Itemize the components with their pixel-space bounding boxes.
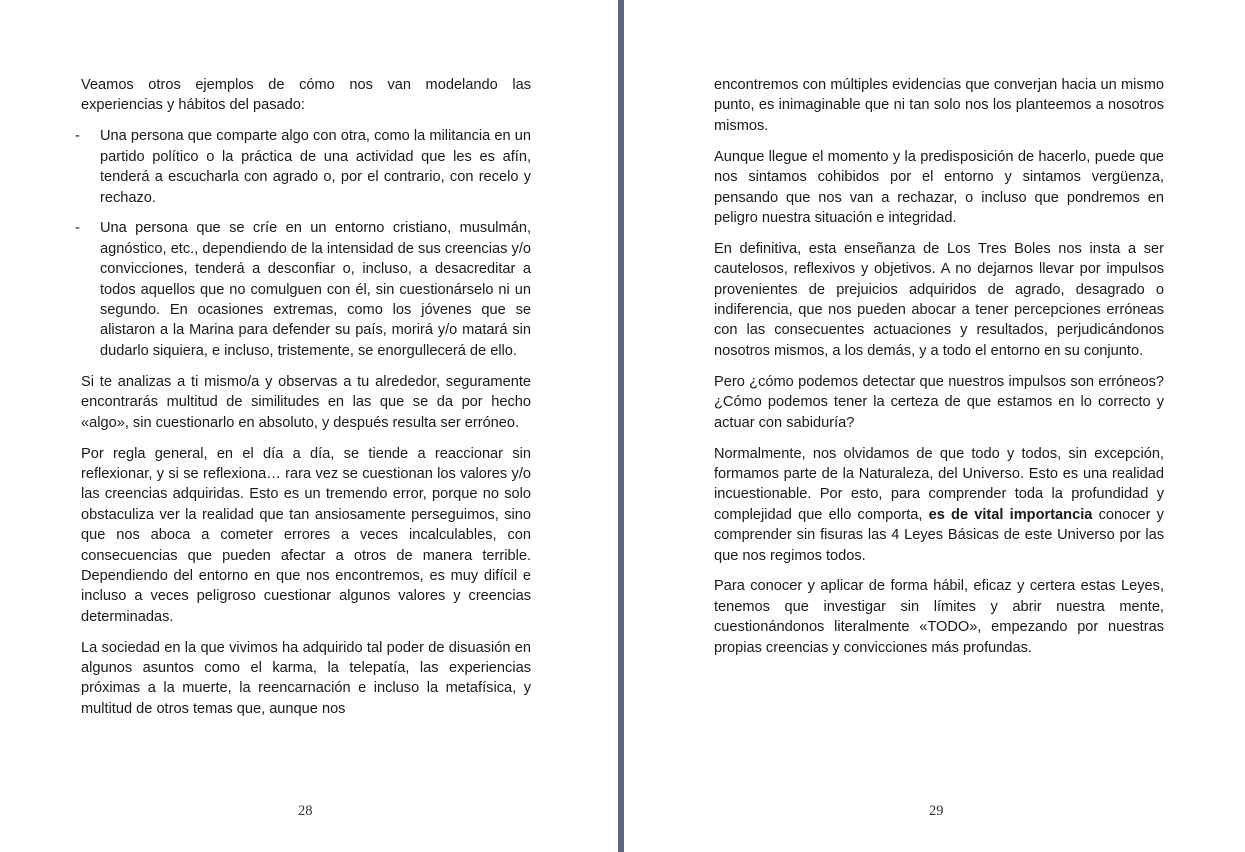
paragraph: Aunque llegue el momento y la predisposición de hacerlo, puede que nos sintamos cohibidos por el entorno y sintamos vergüenza, pensando que nos van a rechazar, o incluso que pondremos en peligro nuestra situación e integridad.	[714, 148, 1164, 226]
paragraph-text: conocer y comprender sin fisuras las 4 Leyes Básicas de este Universo por las que nos regimos todos.	[714, 506, 1164, 564]
paragraph-text: Normalmente, nos olvidamos de que todo y todos, sin excepción, formamos parte de la Naturaleza, del Universo. Esto es una realidad incuestionable. Por esto, para comprender toda la profundidad y complejidad que ello comporta,	[714, 445, 1164, 523]
list-item-text: Una persona que se críe en un entorno cristiano, musulmán, agnóstico, etc., dependiendo de la intensidad de sus creencias y/o convicciones, tenderá a desconfiar o, incluso, a desacreditar a todos aquellos que no comulguen con él, sin cuestionárselo ni un segundo. En ocasiones extremas, como los jóvenes que se alistaron a la Marina para defender su país, morirá y/o matará sin dudarlo siquiera, e incluso, tristemente, se enorgullecerá de ello.	[100, 220, 531, 359]
left-page	[0, 0, 618, 852]
paragraph: Para conocer y aplicar de forma hábil, eficaz y certera estas Leyes, tenemos que investigar sin límites y abrir nuestra mente, cuestionándonos literalmente «TODO», empezando por nuestras propias creencias y convicciones más profundas.	[714, 578, 1164, 656]
bold-emphasis: es de vital importancia	[928, 506, 1093, 523]
page-number: 28	[298, 803, 313, 819]
paragraph: En definitiva, esta enseñanza de Los Tres Boles nos insta a ser cautelosos, reflexivos y objetivos. A no dejarnos llevar por impulsos provenientes de prejuicios adquiridos de agrado, desagrado o indiferencia, que nos pueden abocar a tener percepciones erróneas con las consecuentes actuaciones y resultados, perjudicándonos nosotros mismos, a los demás, y a todo el entorno en su conjunto.	[714, 240, 1164, 359]
page-number: 29	[929, 803, 944, 819]
list-dash: -	[75, 128, 80, 145]
intro-paragraph: Veamos otros ejemplos de cómo nos van modelando las experiencias y hábitos del pasado:	[81, 77, 531, 114]
paragraph: Si te analizas a ti mismo/a y observas a tu alrededor, seguramente encontrarás multitud de similitudes en las que se da por hecho «algo», sin cuestionarlo en absoluto, y después resulta ser erróneo.	[81, 373, 531, 431]
list-item	[75, 218, 531, 361]
paragraph: encontremos con múltiples evidencias que converjan hacia un mismo punto, es inimaginable que ni tan solo nos los planteemos a nosotros mismos.	[714, 77, 1164, 134]
list-dash: -	[75, 220, 80, 237]
paragraph: Por regla general, en el día a día, se tiende a reaccionar sin reflexionar, y si se reflexiona… rara vez se cuestionan los valores y/o las creencias adquiridas. Esto es un tremendo error, porque no solo obstaculiza ver la realidad que tan ansiosamente perseguimos, sino que nos aboca a cometer errores a veces incalculables, con consecuencias que pueden afectar a otros de manera terrible. Dependiendo del entorno en que nos encontremos, es muy difícil e incluso a veces peligroso cuestionar algunos valores y creencias determinadas.	[81, 445, 531, 625]
right-page	[624, 0, 1245, 852]
right-page-body	[714, 75, 1164, 669]
left-page-body	[75, 75, 531, 730]
paragraph: Pero ¿cómo podemos detectar que nuestros impulsos son erróneos? ¿Cómo podemos tener la certeza de que estamos en lo correcto y actuar con sabiduría?	[714, 373, 1164, 431]
paragraph-with-emphasis	[714, 444, 1164, 566]
example-list	[75, 126, 531, 361]
list-item-text: Una persona que comparte algo con otra, como la militancia en un partido político o la práctica de una actividad que les es afín, tenderá a escucharla con agrado o, por el contrario, con recelo y rechazo.	[100, 128, 531, 206]
list-item	[75, 126, 531, 208]
paragraph: La sociedad en la que vivimos ha adquirido tal poder de disuasión en algunos asuntos como el karma, la telepatía, las experiencias próximas a la muerte, la reencarnación e incluso la metafísica, y multitud de otros temas que, aunque nos	[81, 639, 531, 717]
